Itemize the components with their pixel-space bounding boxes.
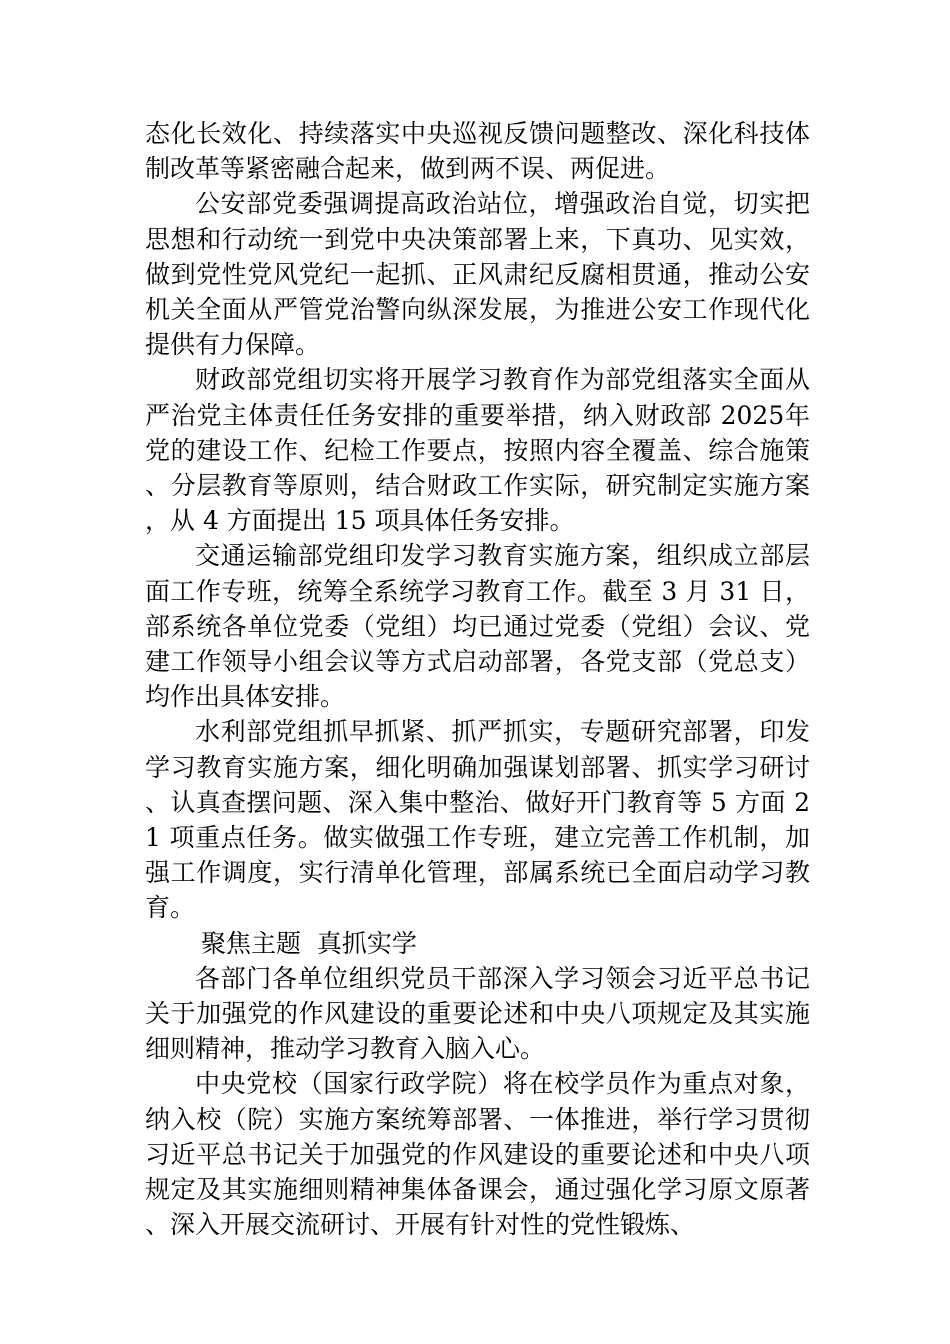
paragraph-ministry-public-security: 公安部党委强调提高政治站位，增强政治自觉，切实把思想和行动统一到党中央决策部署上来，下真功、见实效，做到党性党风党纪一起抓、正风肃纪反腐相贯通，推动公安机关全面从严管党治警向纵深发展，为推进公安工作现代化提供有力保障。 — [145, 189, 810, 360]
paragraph-ministry-transport: 交通运输部党组印发学习教育实施方案，组织成立部层面工作专班，统筹全系统学习教育工作。截至 3 月 31 日，部系统各单位党委（党组）均已通过党委（党组）会议、党建工作领导小组会议等方式启动部署，各党支部（党总支）均作出具体安排。 — [145, 541, 810, 712]
paragraph-continued: 态化长效化、持续落实中央巡视反馈问题整改、深化科技体制改革等紧密融合起来，做到两不误、两促进。 — [145, 119, 810, 184]
paragraph-ministry-water-resources: 水利部党组抓早抓紧、抓严抓实，专题研究部署，印发学习教育实施方案，细化明确加强谋划部署、抓实学习研讨、认真查摆问题、深入集中整治、做好开门教育等 5 方面 21 项重点任务。做实做强工作专班，建立完善工作机制，加强工作调度，实行清单化管理，部属系统已全面启动学习教育。 — [145, 717, 810, 923]
section-heading: 聚焦主题 真抓实学 — [201, 928, 417, 958]
body-text — [145, 116, 810, 1243]
paragraph-central-party-school: 中央党校（国家行政学院）将在校学员作为重点对象，纳入校（院）实施方案统筹部署、一体推进，举行学习贯彻习近平总书记关于加强党的作风建设的重要论述和中央八项规定及其实施细则精神集体备课会，通过强化学习原文原著、深入开展交流研讨、开展有针对性的党性锻炼、 — [145, 1069, 810, 1240]
paragraph-ministry-finance: 财政部党组切实将开展学习教育作为部党组落实全面从严治党主体责任任务安排的重要举措，纳入财政部 2025年党的建设工作、纪检工作要点，按照内容全覆盖、综合施策、分层教育等原则，结合财政工作实际，研究制定实施方案，从 4 方面提出 15 项具体任务安排。 — [145, 365, 810, 536]
paragraph-departments-study: 各部门各单位组织党员干部深入学习领会习近平总书记关于加强党的作风建设的重要论述和中央八项规定及其实施细则精神，推动学习教育入脑入心。 — [145, 963, 810, 1064]
